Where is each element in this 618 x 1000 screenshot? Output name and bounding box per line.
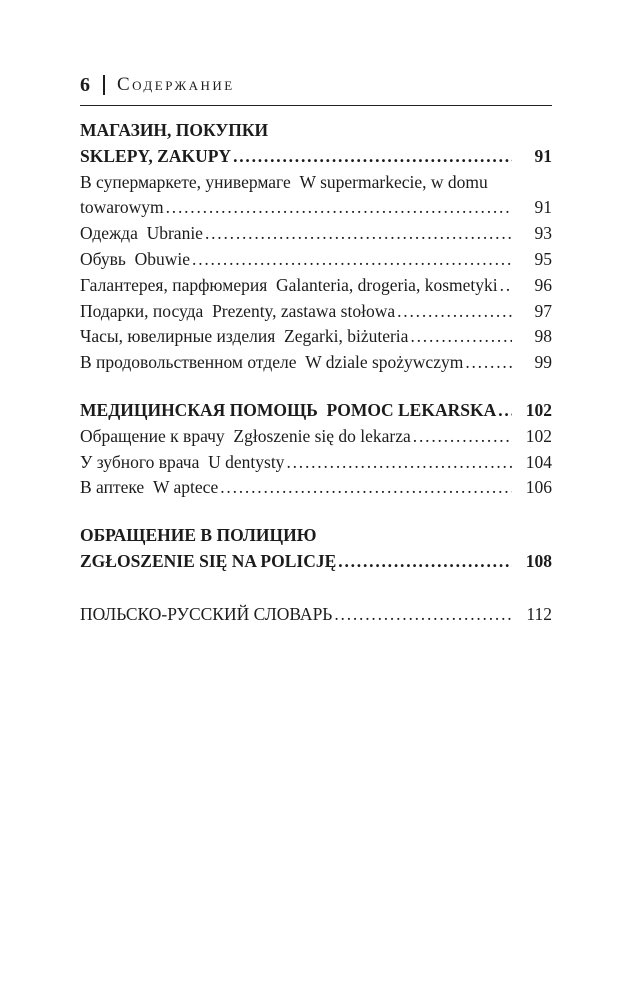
toc-entry-text: В супермаркете, универмаге W supermarkecie, w domu (80, 171, 488, 192)
toc-entry-text: towarowym (80, 197, 164, 218)
toc-entry (80, 299, 552, 325)
toc-section-title-text: ZGŁOSZENIE SIĘ NA POLICJĘ (80, 550, 337, 571)
toc-section-title-text: SKLEPY, ZAKUPY (80, 145, 232, 166)
toc-entry (80, 450, 552, 476)
toc-section-title (80, 144, 552, 170)
page-ref: 102 (525, 425, 552, 446)
page-ref: 102 (525, 399, 552, 420)
toc-entry (80, 273, 552, 299)
dot-leader (500, 273, 512, 299)
toc-entry (80, 170, 552, 196)
dot-leader (413, 424, 512, 450)
page-ref: 112 (526, 603, 552, 624)
page-ref: 97 (534, 300, 552, 321)
page-ref: 96 (534, 274, 552, 295)
dot-leader (286, 450, 512, 476)
toc-entry (80, 475, 552, 501)
dot-leader (233, 144, 512, 170)
toc-entry (80, 221, 552, 247)
toc-section-title-text: МЕДИЦИНСКАЯ ПОМОЩЬ POMOC LEKARSKA (80, 399, 497, 420)
toc-entry-text: В аптеке W aptece (80, 477, 219, 498)
page-ref: 95 (534, 248, 552, 269)
toc-entry (80, 350, 552, 376)
toc-section-title-text: ОБРАЩЕНИЕ В ПОЛИЦИЮ (80, 525, 317, 546)
dot-leader (397, 299, 512, 325)
dot-leader (192, 247, 512, 273)
toc-section-title-text: МАГАЗИН, ПОКУПКИ (80, 120, 269, 140)
toc-section-title (80, 118, 552, 144)
toc-entry-continuation (80, 195, 552, 221)
page-ref: 108 (525, 550, 552, 571)
toc-entry-text: Обращение к врачу Zgłoszenie się do lekarza (80, 425, 411, 446)
toc-entry-text: Обувь Obuwie (80, 248, 191, 269)
dot-leader (220, 475, 512, 501)
toc-entry-text: Одежда Ubranie (80, 223, 203, 244)
contents-heading: Содержание (117, 74, 235, 95)
table-of-contents (80, 118, 552, 628)
page-ref: 99 (534, 352, 552, 373)
dot-leader (334, 602, 512, 628)
toc-section-title (80, 549, 552, 575)
dot-leader (166, 195, 512, 221)
dot-leader (410, 324, 512, 350)
dot-leader (338, 549, 512, 575)
toc-entry-text: Часы, ювелирные изделия Zegarki, biżuteria (80, 326, 409, 347)
toc-entry-text: У зубного врача U dentysty (80, 451, 285, 472)
page-ref: 93 (534, 223, 552, 244)
page-number: 6 (80, 74, 90, 96)
page-ref: 98 (534, 326, 552, 347)
page-ref: 91 (534, 197, 552, 218)
toc-entry (80, 324, 552, 350)
dot-leader (465, 350, 512, 376)
toc-entry-text: Галантерея, парфюмерия Galanteria, drogeria, kosmetyki (80, 274, 498, 295)
page-content (80, 72, 552, 628)
toc-entry-text: В продовольственном отделе W dziale spożywczym (80, 352, 464, 373)
header-divider (103, 75, 105, 95)
page-ref: 106 (525, 477, 552, 498)
page-header (80, 72, 552, 98)
page-ref: 104 (525, 451, 552, 472)
toc-entry-text: Подарки, посуда Prezenty, zastawa stołowa (80, 300, 396, 321)
toc-entry (80, 424, 552, 450)
header-rule (80, 105, 552, 106)
toc-section-title (80, 523, 552, 549)
page-ref: 91 (534, 145, 552, 166)
dot-leader (205, 221, 512, 247)
toc-entry (80, 247, 552, 273)
toc-section-title (80, 398, 552, 424)
toc-dictionary-entry (80, 602, 552, 628)
toc-entry-text: ПОЛЬСКО-РУССКИЙ СЛОВАРЬ (80, 603, 333, 624)
dot-leader (498, 398, 512, 424)
